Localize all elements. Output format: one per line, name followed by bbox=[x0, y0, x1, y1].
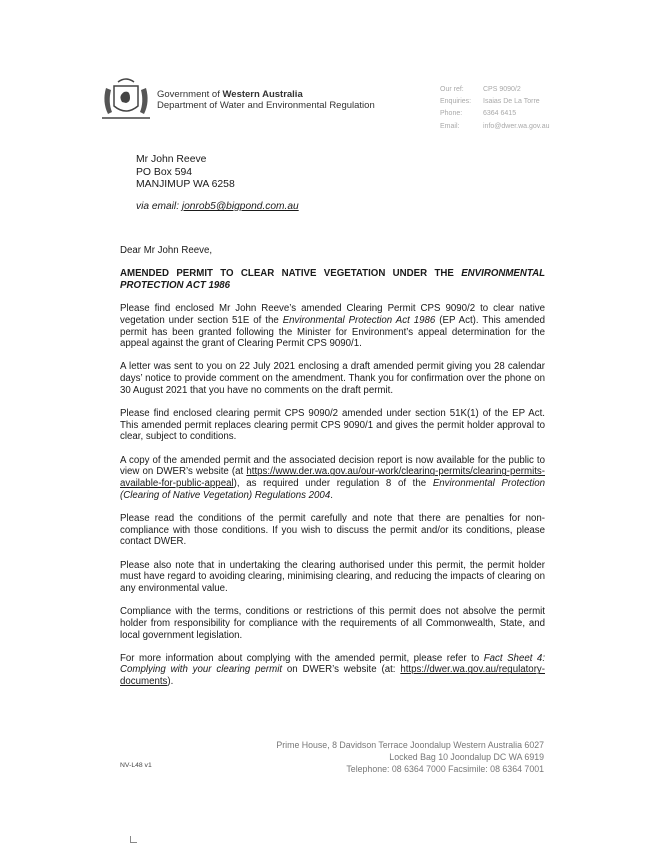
document-code: NV-L48 v1 bbox=[120, 762, 152, 769]
agency-name bbox=[157, 89, 375, 111]
subject-line: AMENDED PERMIT TO CLEAR NATIVE VEGETATION UNDER THE ENVIRONMENTAL PROTECTION ACT 1986 bbox=[120, 268, 545, 291]
paragraph-3: Please find enclosed clearing permit CPS 9090/2 amended under section 51K(1) of the EP Act. This amended permit replaces clearing permit CPS 9090/1 and gives the permit holder approval to clear, subject to conditions. bbox=[120, 408, 545, 443]
wa-coat-of-arms-logo bbox=[100, 76, 152, 124]
department-label: Department of Water and Environmental Regulation bbox=[157, 100, 375, 111]
paragraph-6: Please also note that in undertaking the clearing authorised under this permit, the permit holder must have regard to avoiding clearing, minimising clearing, and reducing the impacts of clearing on any environmental value. bbox=[120, 559, 545, 594]
recipient-address bbox=[136, 154, 235, 192]
footer-phone-fax: Telephone: 08 6364 7000 Facsimile: 08 6364 7001 bbox=[346, 763, 544, 774]
footer-street-address: Prime House, 8 Davidson Terrace Joondalup Western Australia 6027 bbox=[276, 740, 544, 750]
recipient-name: Mr John Reeve bbox=[136, 154, 207, 165]
government-label: Government of bbox=[157, 89, 223, 100]
recipient-po-box: PO Box 594 bbox=[136, 166, 193, 178]
reference-row: Enquiries: Isaias De La Torre bbox=[440, 98, 540, 106]
paragraph-2: A letter was sent to you on 22 July 2021 enclosing a draft amended permit giving you 28 calendar days’ notice to provide comment on the amendment. Thank you for confirmation over the phone on 30 August 2021 that you have no comments on the draft permit. bbox=[120, 361, 545, 396]
corner-mark bbox=[130, 836, 137, 843]
dwer-clearing-permits-link[interactable]: https://www.der.wa.gov.au/our-work/clearing-permits/clearing-permits-available-for-public-appeal bbox=[120, 466, 545, 490]
salutation: Dear Mr John Reeve, bbox=[120, 245, 213, 256]
recipient-town: MANJIMUP WA 6258 bbox=[136, 179, 235, 191]
via-email-label: via email: bbox=[136, 201, 182, 212]
reference-row: Phone: 6364 6415 bbox=[440, 110, 517, 118]
subject-act: ENVIRONMENTAL PROTECTION ACT 1986 bbox=[120, 268, 545, 291]
paragraph-5: Please read the conditions of the permit carefully and note that there are penalties for non-compliance with those conditions. If you wish to discuss the permit and/or its conditions, please contact DWER. bbox=[120, 512, 545, 548]
paragraph-4: A copy of the amended permit and the associated decision report is now available for the public to view on DWER’s website (at https://www.der.wa.gov.au/our-work/clearing-permits/clearing-permits-available-for-public-appeal), as required under regulation 8 of the Environmental Protection (Clearing of Native Vegetation) Regulations 2004. bbox=[120, 454, 546, 501]
recipient-email-link[interactable]: jonrob5@bigpond.com.au bbox=[181, 201, 299, 212]
dwer-regulatory-documents-link[interactable]: https://dwer.wa.gov.au/regulatory-documents bbox=[120, 664, 545, 688]
paragraph-1: Please find enclosed Mr John Reeve’s amended Clearing Permit CPS 9090/2 to clear native vegetation under section 51E of the Environmental Protection Act 1986 (EP Act). This amended permit has been granted following the Minister for Environment’s appeal determination for the appeal against the grant of Clearing Permit CPS 9090/1. bbox=[120, 303, 545, 350]
via-email bbox=[136, 201, 299, 212]
footer-contact bbox=[276, 740, 544, 775]
paragraph-8: For more information about complying with the amended permit, please refer to Fact Sheet 4: Complying with your clearing permit on DWER’s website (at: https://dwer.wa.gov.au/regulatory-documents). bbox=[120, 652, 546, 688]
state-label: Western Australia bbox=[222, 89, 303, 100]
reference-block bbox=[440, 84, 550, 133]
reference-row: Email: info@dwer.wa.gov.au bbox=[440, 122, 550, 130]
reference-row: Our ref: CPS 9090/2 bbox=[440, 86, 521, 93]
footer-postal-address: Locked Bag 10 Joondalup DC WA 6919 bbox=[389, 751, 544, 762]
paragraph-7: Compliance with the terms, conditions or restrictions of this permit does not absolve the permit holder from responsibility for compliance with the requirements of all Commonwealth, State, and local government legislation. bbox=[120, 606, 545, 641]
letter-body bbox=[120, 245, 545, 699]
